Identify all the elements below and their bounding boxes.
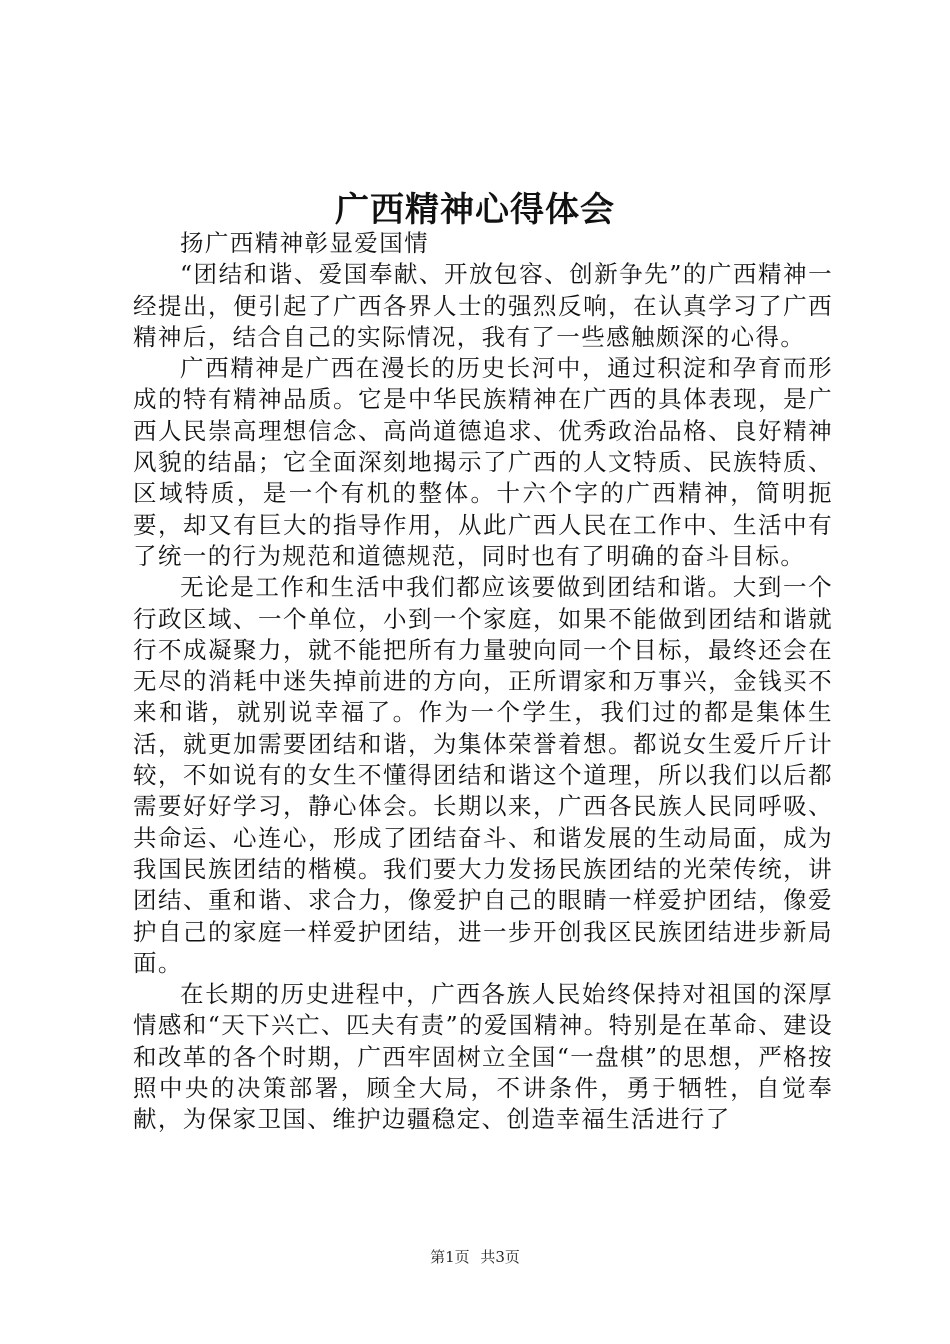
document-subtitle: 扬广西精神彰显爱国情 [180,229,429,257]
document-body [133,228,833,1136]
page-total: 共3页 [480,1248,520,1266]
page-footer [0,1245,950,1269]
paragraph: 广西精神是广西在漫长的历史长河中，通过积淀和孕育而形成的特有精神品质。它是中华民族精神在广西的具体表现，是广西人民崇高理想信念、高尚道德追求、优秀政治品格、良好精神风貌的结晶；它全面深刻地揭示了广西的人文特质、民族特质、区域特质，是一个有机的整体。十六个字的广西精神，简明扼要，却又有巨大的指导作用，从此广西人民在工作中、生活中有了统一的行为规范和道德规范，同时也有了明确的奋斗目标。 [133,354,833,570]
paragraph: “团结和谐、爱国奉献、开放包容、创新争先”的广西精神一经提出，便引起了广西各界人士的强烈反响，在认真学习了广西精神后，结合自己的实际情况，我有了一些感触颇深的心得。 [133,260,833,351]
paragraph: 无论是工作和生活中我们都应该要做到团结和谐。大到一个行政区域、一个单位，小到一个家庭，如果不能做到团结和谐就行不成凝聚力，就不能把所有力量驶向同一个目标，最终还会在无尽的消耗中迷失掉前进的方向，正所谓家和万事兴，金钱买不来和谐，就别说幸福了。作为一个学生，我们过的都是集体生活，就更加需要团结和谐，为集体荣誉着想。都说女生爱斤斤计较，不如说有的女生不懂得团结和谐这个道理，所以我们以后都需要好好学习，静心体会。长期以来，广西各民族人民同呼吸、共命运、心连心，形成了团结奋斗、和谐发展的生动局面，成为我国民族团结的楷模。我们要大力发扬民族团结的光荣传统，讲团结、重和谐、求合力，像爱护自己的眼睛一样爱护团结，像爱护自己的家庭一样爱护团结，进一步开创我区民族团结进步新局面。 [133,573,833,977]
page-number: 第1页 [430,1248,470,1266]
paragraph: 在长期的历史进程中，广西各族人民始终保持对祖国的深厚情感和“天下兴亡、匹夫有责”的爱国精神。特别是在革命、建设和改革的各个时期，广西牢固树立全国“一盘棋”的思想，严格按照中央的决策部署，顾全大局，不讲条件，勇于牺牲，自觉奉献，为保家卫国、维护边疆稳定、创造幸福生活进行了 [133,980,833,1134]
page-title: 广西精神心得体会 [335,190,615,230]
